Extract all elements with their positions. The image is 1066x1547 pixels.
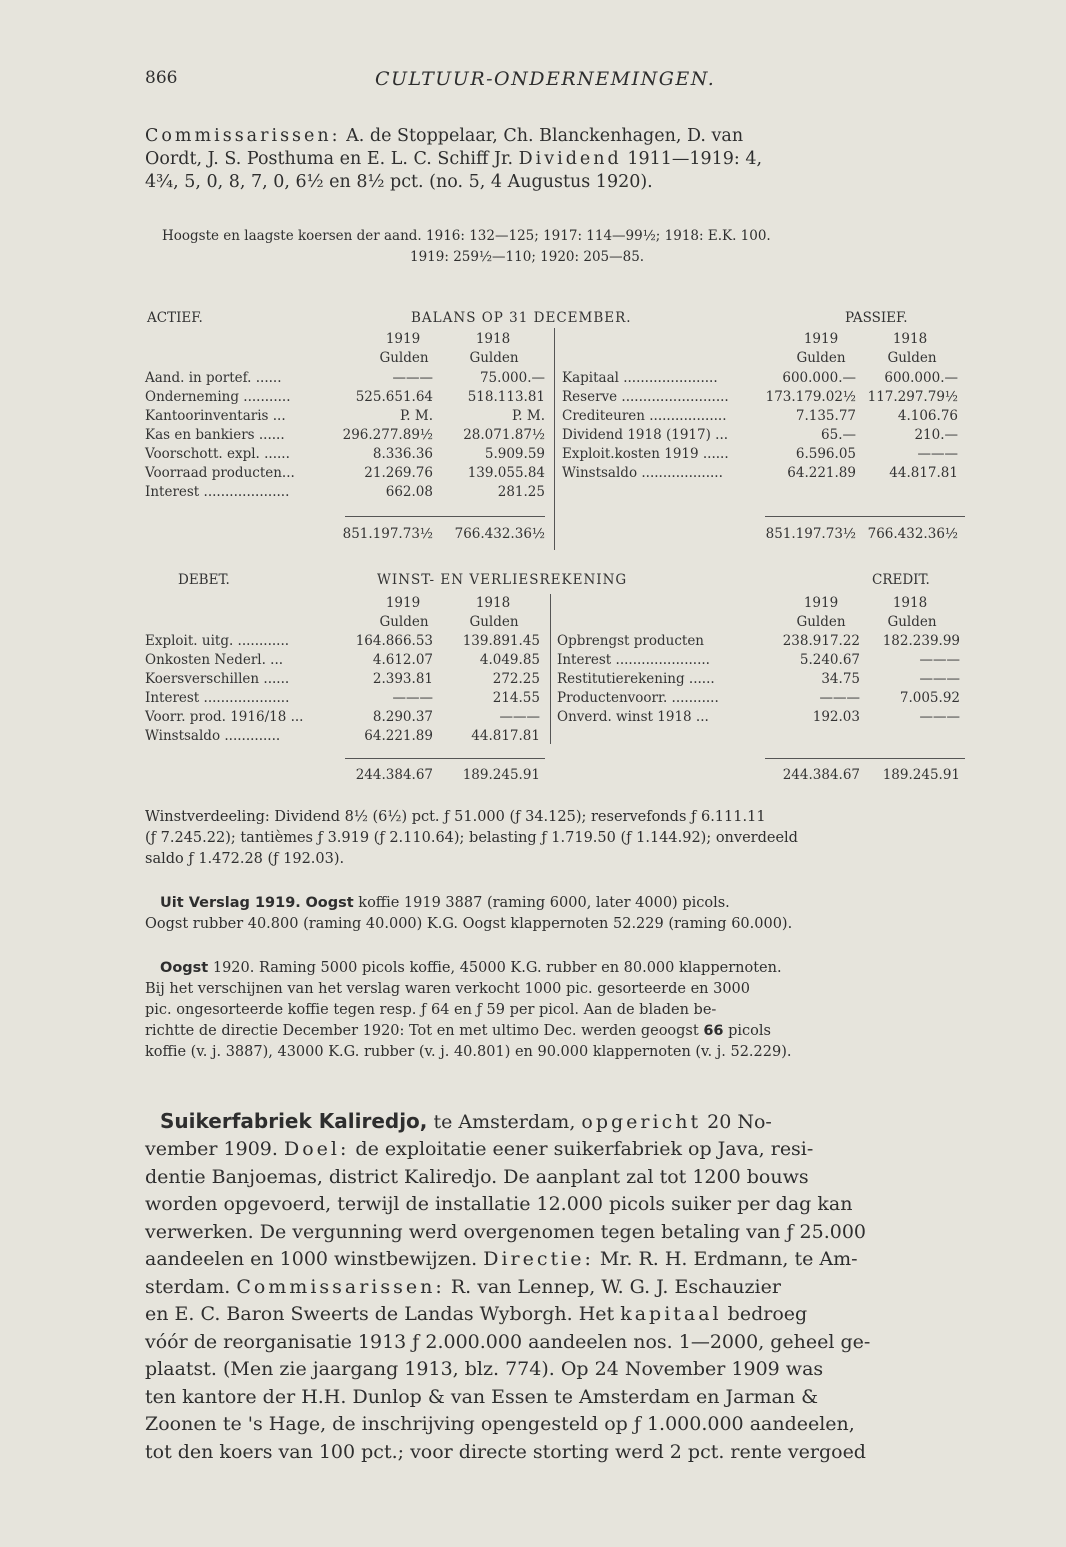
suiker-l8-pre: en E. C. Baron Sweerts de Landas Wyborgh. Het [145,1303,621,1325]
credit-row-label: Restitutierekening ...... [557,671,715,687]
oogst1920-line4: richtte de directie December 1920: Tot en met ultimo Dec. werden geoogst [145,1023,704,1039]
kapitaal-label: kapitaal [620,1303,722,1325]
debet-row-1918: 214.55 [492,690,540,706]
debet-row-1918: 4.049.85 [479,652,540,668]
passief-total-1919: 851.197.73½ [765,526,856,542]
suikerfabriek-name: Suikerfabriek Kaliredjo, [160,1109,428,1133]
intro-paragraph [145,125,975,194]
dividend-label: Dividend [518,149,622,169]
credit-total-1919: 244.384.67 [782,767,860,783]
actief-row-1918: 75.000.— [479,370,545,386]
passief-row-label: Crediteuren .................. [562,408,727,424]
verslag-heading: Uit Verslag 1919. [160,895,301,911]
actief-row-1919: 8.336.36 [372,446,433,462]
passief-row-1918: 117.297.79½ [867,389,958,405]
actief-total-1918: 766.432.36½ [454,526,545,542]
credit-row-label: Opbrengst producten [557,633,705,649]
balans-left-title: ACTIEF. [147,310,203,326]
suiker-l9: vóór de reorganisatie 1913 ƒ 2.000.000 aandeelen nos. 1—2000, geheel ge- [145,1330,871,1353]
balans-unit-left-2: Gulden [469,350,519,366]
page-number: 866 [145,68,178,88]
passief-row-label: Exploit.kosten 1919 ...... [562,446,729,462]
opgericht-label: opgericht [581,1111,702,1133]
passief-row-1918: 44.817.81 [889,465,958,481]
passief-row-1918: 600.000.— [884,370,958,386]
verslag-oogst: Oogst [305,895,354,911]
suiker-l7-pre: sterdam. [145,1275,237,1298]
oogst1920-paragraph [145,979,975,1063]
debet-row-1919: 2.393.81 [372,671,433,687]
suiker-l1-end: 20 No- [701,1111,772,1133]
debet-row-label: Koersverschillen ...... [145,671,290,687]
winst-year-1919-left: 1919 [385,595,421,611]
actief-row-label: Kantoorinventaris ... [145,408,286,424]
debet-total-1918: 189.245.91 [462,767,540,783]
winst-unit-right-1: Gulden [796,614,846,630]
running-title: CULTUUR-ONDERNEMINGEN. [375,68,716,90]
balans-year-1918-right: 1918 [892,331,928,347]
debet-title: DEBET. [178,572,230,588]
suiker-l1-mid: te Amsterdam, [427,1111,582,1133]
credit-row-1918: ——— [919,652,960,668]
oogst1920-line4-end: picols [723,1023,771,1039]
balans-year-1919-left: 1919 [385,331,421,347]
oogst1920-line3: pic. ongesorteerde koffie tegen resp. ƒ 64 en ƒ 59 per picol. Aan de bladen be- [145,1002,717,1018]
suiker-l11: ten kantore der H.H. Dunlop & van Essen te Amsterdam en Jarman & [145,1385,819,1408]
debet-row-1918: 272.25 [492,671,540,687]
credit-row-1919: 192.03 [812,709,860,725]
passief-row-1918: 210.— [914,427,958,443]
actief-total-1919: 851.197.73½ [342,526,433,542]
commissarissen-label: Commissarissen: [145,126,341,146]
credit-row-1919: ——— [819,690,860,706]
debet-row-label: Interest .................... [145,690,290,706]
actief-row-label: Aand. in portef. ...... [145,370,282,386]
winst-title: WINST- EN VERLIESREKENING [377,572,628,588]
passief-row-label: Winstsaldo ................... [562,465,723,481]
debet-row-1919: 164.866.53 [355,633,433,649]
credit-row-label: Productenvoorr. ........... [557,690,719,706]
actief-row-label: Voorraad producten... [145,465,295,481]
verslag-paragraph [160,893,975,914]
credit-row-1919: 34.75 [821,671,860,687]
credit-row-label: Interest ...................... [557,652,710,668]
winst-unit-left-1: Gulden [379,614,429,630]
winstverdeeling-line3: saldo ƒ 1.472.28 (ƒ 192.03). [145,851,345,867]
debet-row-label: Onkosten Nederl. ... [145,652,284,668]
actief-row-1918: P. M. [511,408,545,424]
passief-row-1919: 173.179.02½ [765,389,856,405]
winstverdeeling-paragraph [145,807,975,870]
oogst1920-line1: 1920. Raming 5000 picols koffie, 45000 K.G. rubber en 80.000 klappernoten. [208,960,782,976]
verslag-line2-block [145,914,975,935]
debet-row-1918: 44.817.81 [471,728,540,744]
credit-total-1918: 189.245.91 [882,767,960,783]
actief-row-label: Interest .................... [145,484,290,500]
koersen-line2: 1919: 259½—110; 1920: 205—85. [410,249,645,265]
actief-row-1919: P. M. [399,408,433,424]
credit-row-label: Onverd. winst 1918 ... [557,709,709,725]
suiker-l13: tot den koers van 100 pct.; voor directe storting werd 2 pct. rente vergoed [145,1440,866,1463]
actief-row-1919: ——— [392,370,433,386]
passief-total-rule [765,516,965,517]
debet-row-1919: ——— [392,690,433,706]
verslag-line1: koffie 1919 3887 (raming 6000, later 4000) picols. [353,895,730,911]
suiker-l3: dentie Banjoemas, district Kaliredjo. De aanplant zal tot 1200 bouws [145,1165,809,1188]
balans-right-title: PASSIEF. [845,310,908,326]
credit-row-1919: 238.917.22 [782,633,860,649]
winstverdeeling-line1: Winstverdeeling: Dividend 8½ (6½) pct. ƒ 51.000 (ƒ 34.125); reservefonds ƒ 6.111.11 [145,809,766,825]
suiker-l8-end: bedroeg [721,1303,808,1325]
winst-unit-right-2: Gulden [887,614,937,630]
koersen-line1: Hoogste en laagste koersen der aand. 1916: 132—125; 1917: 114—99½; 1918: E.K. 100. [162,228,771,244]
intro-line2: Oordt, J. S. Posthuma en E. L. C. Schiff Jr. [145,149,519,169]
passief-row-label: Dividend 1918 (1917) ... [562,427,729,443]
credit-row-1919: 5.240.67 [799,652,860,668]
winst-year-1918-right: 1918 [892,595,928,611]
debet-row-1918: ——— [499,709,540,725]
doel-label: Doel: [283,1138,350,1160]
oogst1920-first [160,958,975,979]
debet-total-1919: 244.384.67 [355,767,433,783]
suiker-l6-pre: aandeelen en 1000 winstbewijzen. [145,1248,484,1270]
debet-row-label: Winstsaldo ............. [145,728,281,744]
winst-year-1919-right: 1919 [803,595,839,611]
passief-row-1919: 65.— [821,427,856,443]
actief-row-1919: 296.277.89½ [342,427,433,443]
oogst1920-66: 66 [703,1023,724,1039]
credit-row-1918: 7.005.92 [899,690,960,706]
winst-unit-left-2: Gulden [469,614,519,630]
debet-row-1919: 64.221.89 [364,728,433,744]
debet-row-1919: 8.290.37 [372,709,433,725]
credit-row-1918: ——— [919,671,960,687]
suiker-first-line [160,1108,975,1137]
winstverdeeling-line2: (ƒ 7.245.22); tantièmes ƒ 3.919 (ƒ 2.110.64); belasting ƒ 1.719.50 (ƒ 1.144.92); onverdeeld [145,830,798,846]
balans-year-1918-left: 1918 [475,331,511,347]
actief-row-1918: 139.055.84 [467,465,545,481]
suiker-paragraph [145,1136,975,1466]
credit-row-1918: 182.239.99 [882,633,960,649]
winst-year-1918-left: 1918 [475,595,511,611]
balans-unit-left-1: Gulden [379,350,429,366]
balans-title: BALANS OP 31 DECEMBER. [411,310,632,326]
passief-row-label: Kapitaal ...................... [562,370,718,386]
suiker-l5: verwerken. De vergunning werd overgenomen tegen betaling van ƒ 25.000 [145,1220,867,1243]
oogst1920-line5: koffie (v. j. 3887), 43000 K.G. rubber (v. j. 40.801) en 90.000 klappernoten (v. j. 52.229). [145,1044,792,1060]
actief-row-1919: 21.269.76 [364,465,433,481]
suiker-l2-pre: vember 1909. [145,1138,284,1160]
passief-row-1919: 6.596.05 [795,446,856,462]
verslag-line2: Oogst rubber 40.800 (raming 40.000) K.G. Oogst klappernoten 52.229 (raming 60.000). [145,916,793,932]
suiker-l12: Zoonen te 's Hage, de inschrijving opengesteld op ƒ 1.000.000 aandeelen, [145,1413,855,1435]
debet-row-1918: 139.891.45 [462,633,540,649]
passief-row-1919: 7.135.77 [795,408,856,424]
page-header [145,68,975,100]
credit-title: CREDIT. [872,572,930,588]
credit-total-rule [765,758,965,759]
suiker-l10: plaatst. (Men zie jaargang 1913, blz. 774). Op 24 November 1909 was [145,1358,824,1380]
passief-total-1918: 766.432.36½ [867,526,958,542]
balans-unit-right-1: Gulden [796,350,846,366]
intro-line3: 4¾, 5, 0, 8, 7, 0, 6½ en 8½ pct. (no. 5, 4 Augustus 1920). [145,172,653,192]
actief-row-label: Kas en bankiers ...... [145,427,285,443]
actief-row-1919: 662.08 [385,484,433,500]
actief-row-label: Onderneming ........... [145,389,291,405]
suiker-l6-end: Mr. R. H. Erdmann, te Am- [593,1248,858,1270]
passief-row-1918: ——— [917,446,958,462]
directie-label: Directie: [483,1248,594,1270]
actief-row-label: Voorschott. expl. ...... [145,446,290,462]
actief-row-1918: 28.071.87½ [463,427,545,443]
suiker-l4: worden opgevoerd, terwijl de installatie 12.000 picols suiker per dag kan [145,1193,853,1215]
winst-divider [550,594,551,744]
suiker-l2-end: de exploitatie eener suikerfabriek op Java, resi- [349,1138,814,1160]
debet-row-label: Voorr. prod. 1916/18 ... [145,709,304,725]
actief-total-rule [345,516,545,517]
commissarissen-text: A. de Stoppelaar, Ch. Blanckenhagen, D. van [340,126,744,146]
credit-row-1918: ——— [919,709,960,725]
passief-row-label: Reserve ......................... [562,389,729,405]
passief-row-1918: 4.106.76 [897,408,958,424]
passief-row-1919: 64.221.89 [787,465,856,481]
debet-row-label: Exploit. uitg. ............ [145,633,290,649]
passief-row-1919: 600.000.— [782,370,856,386]
balans-divider [554,328,555,550]
balans-year-1919-right: 1919 [803,331,839,347]
actief-row-1919: 525.651.64 [355,389,433,405]
commissarissen-label-2: Commissarissen: [236,1275,445,1298]
balans-unit-right-2: Gulden [887,350,937,366]
debet-row-1919: 4.612.07 [372,652,433,668]
actief-row-1918: 518.113.81 [467,389,545,405]
debet-total-rule [345,758,545,759]
suiker-l7-end: R. van Lennep, W. G. J. Eschauzier [444,1275,781,1298]
dividend-years: 1911—1919: 4, [621,149,763,169]
oogst1920-heading: Oogst [160,960,209,976]
oogst1920-line2: Bij het verschijnen van het verslag waren verkocht 1000 pic. gesorteerde en 3000 [145,981,751,997]
actief-row-1918: 281.25 [497,484,545,500]
actief-row-1918: 5.909.59 [484,446,545,462]
